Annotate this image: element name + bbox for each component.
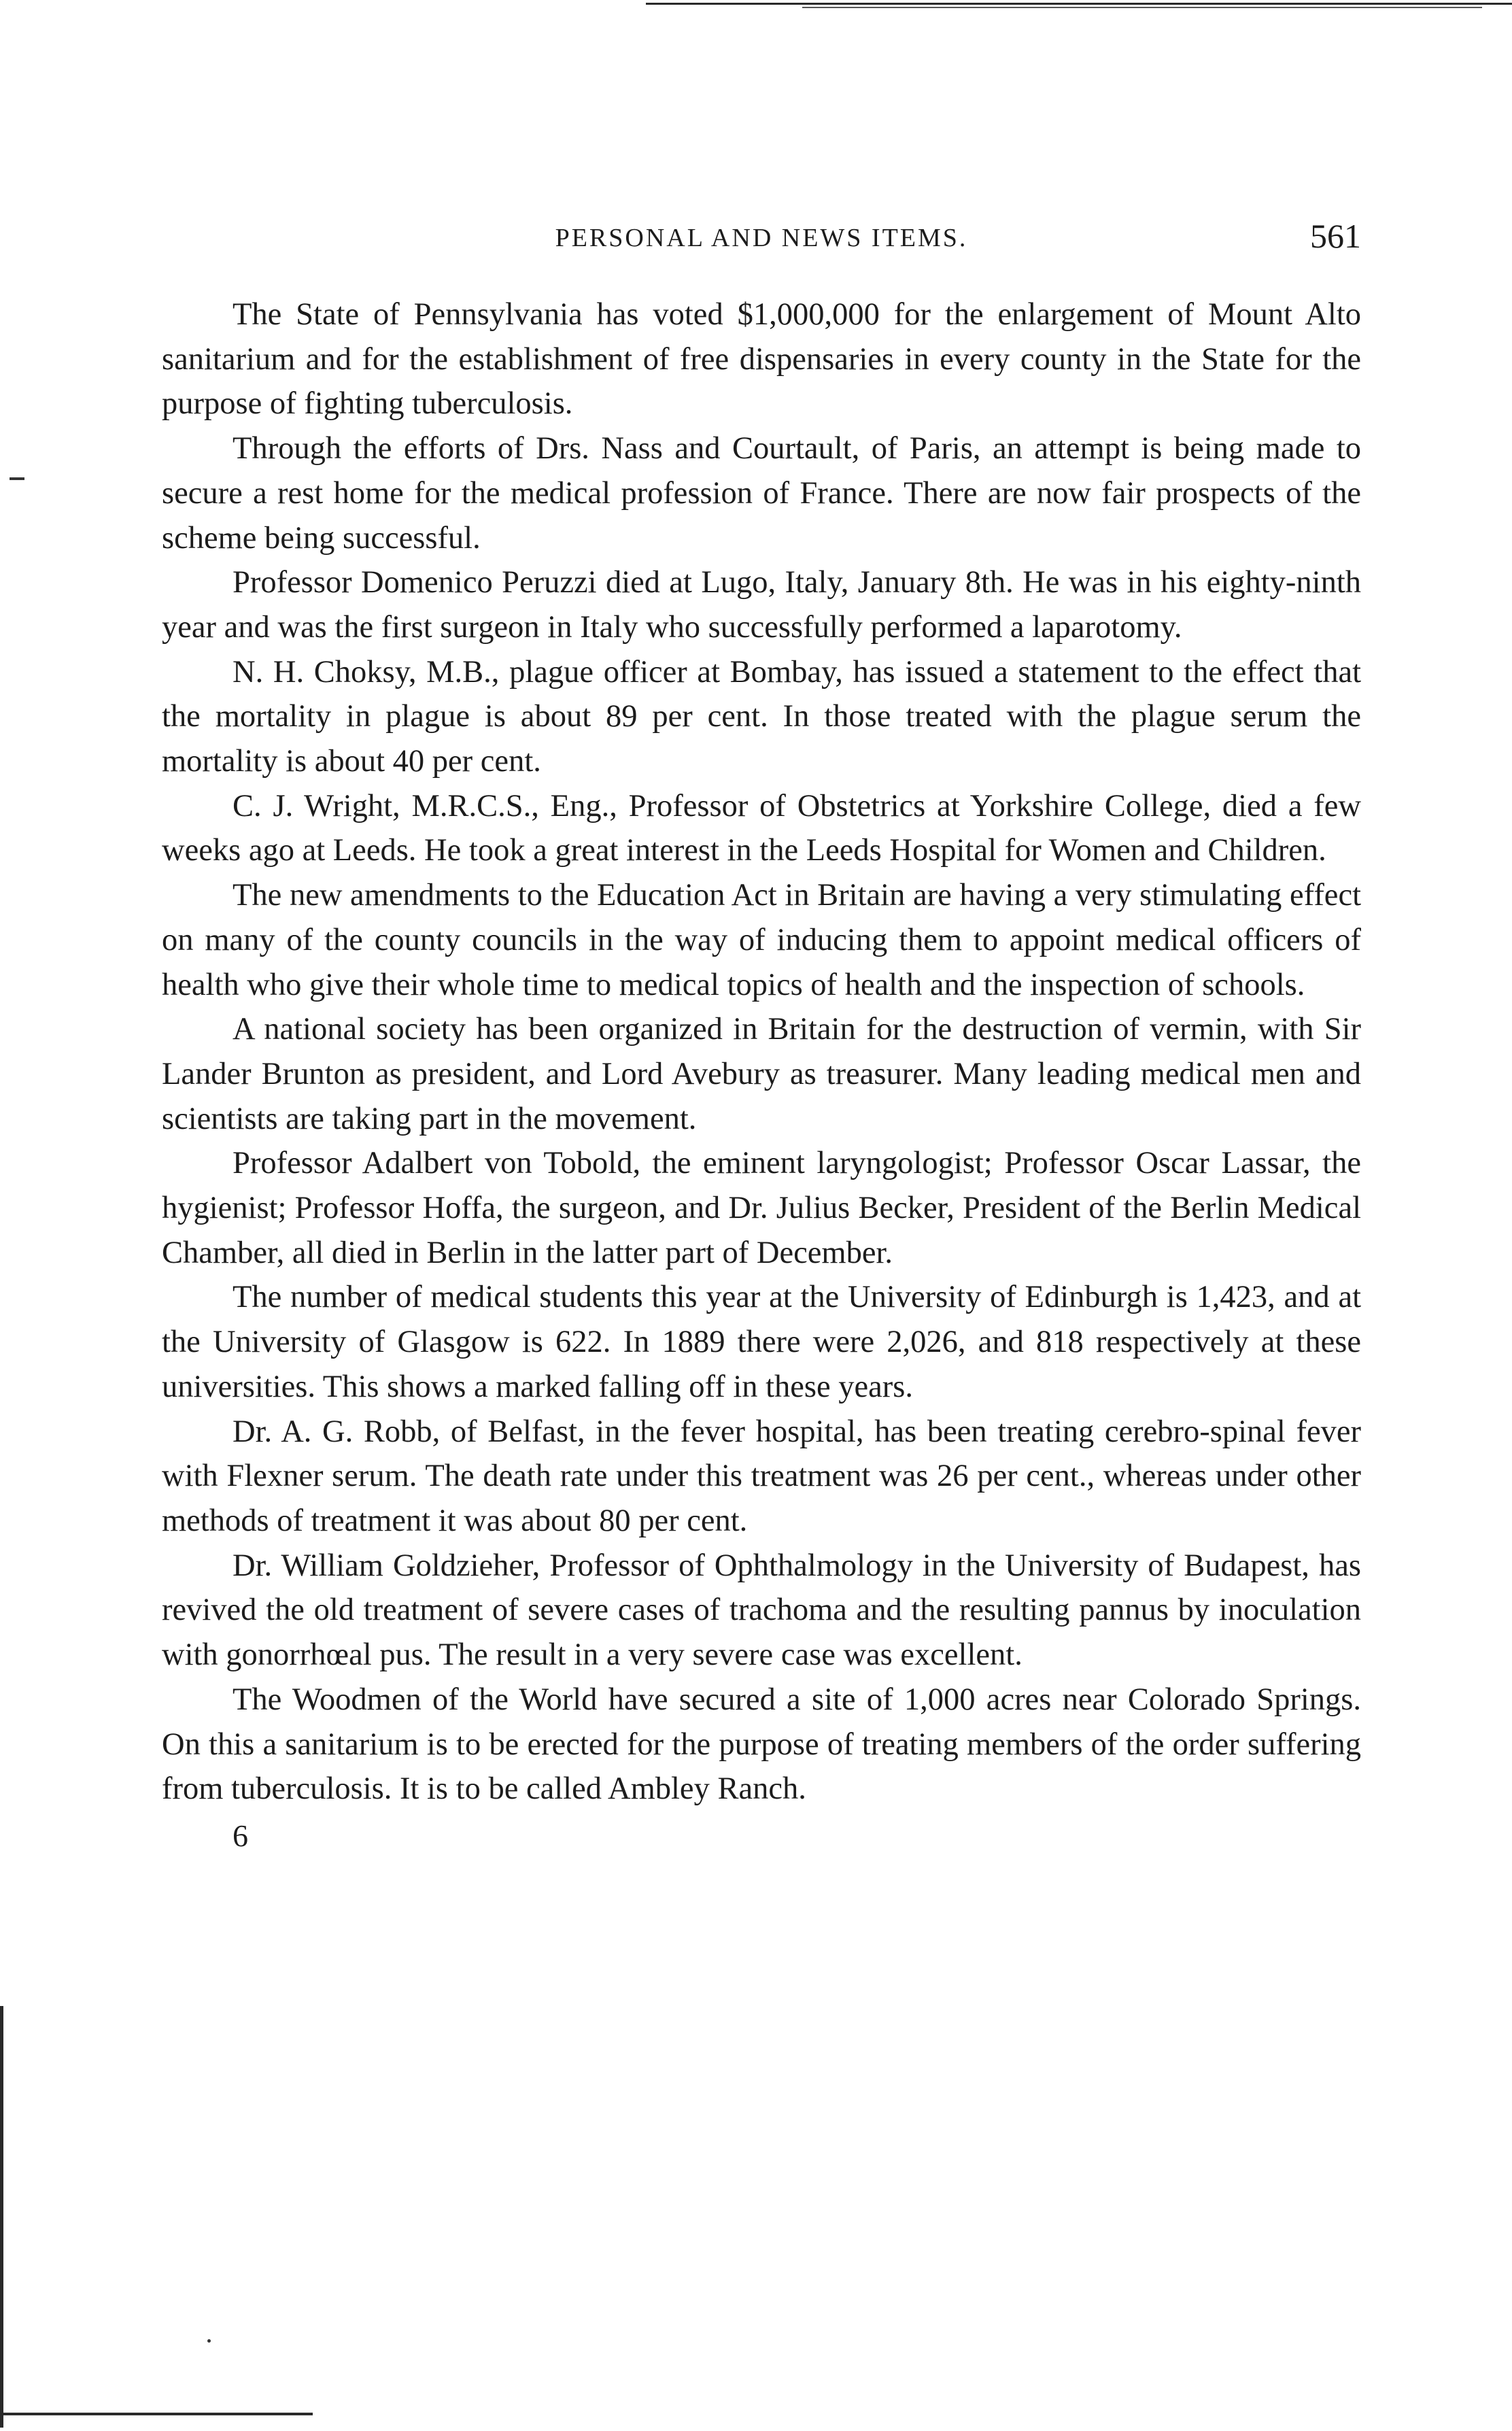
ink-speck — [207, 2339, 211, 2343]
news-item-paris-rest-home: Through the efforts of Drs. Nass and Courtault, of Paris, an attempt is being made to secure a rest home for the medical profession of France. There are now fair prospects of the scheme being successful. — [162, 431, 1361, 556]
news-item-wright: C. J. Wright, M.R.C.S., Eng., Professor of Obstetrics at Yorkshire College, died a few weeks ago at Leeds. He took a great interest in the Leeds Hospital for Women and Children. — [162, 788, 1361, 868]
page-content — [162, 216, 1361, 1860]
news-items — [162, 292, 1361, 1812]
news-item-pennsylvania: The State of Pennsylvania has voted $1,000,000 for the enlargement of Mount Alto sanitarium and for the establishment of free dispensaries in every county in the State for the purpose of fighting tuberculosis. — [162, 297, 1361, 422]
news-item-robb: Dr. A. G. Robb, of Belfast, in the fever hospital, has been treating cerebro-spinal fever with Flexner serum. The death rate under this treatment was 26 per cent., whereas under other methods of treatment it was about 80 per cent. — [162, 1414, 1361, 1538]
news-item-peruzzi: Professor Domenico Peruzzi died at Lugo, Italy, January 8th. He was in his eighty-ninth year and was the first surgeon in Italy who successfully performed a laparotomy. — [162, 565, 1361, 645]
page-number: 561 — [1310, 217, 1361, 255]
news-item-goldzieher: Dr. William Goldzieher, Professor of Ophthalmology in the University of Budapest, has revived the old treatment of severe cases of trachoma and the resulting pannus by inoculation with gonorrhœal pus. The result in a very severe case was excellent. — [162, 1548, 1361, 1673]
news-item-woodmen: The Woodmen of the World have secured a site of 1,000 acres near Colorado Springs. On this a sanitarium is to be erected for the purpose of treating members of the order suffering from tuberculosis. It is to be called Ambley Ranch. — [162, 1682, 1361, 1807]
binding-edge — [0, 2006, 3, 2428]
margin-mark — [10, 477, 24, 480]
bottom-edge-rule — [0, 2413, 313, 2415]
news-item-student-numbers: The number of medical students this year at the University of Edinburgh is 1,423, and at the University of Glasgow is 622. In 1889 there were 2,026, and 818 respectively at these universities. This shows a marked falling off in these years. — [162, 1280, 1361, 1404]
top-edge-rule-secondary — [802, 7, 1482, 8]
news-item-choksy: N. H. Choksy, M.B., plague officer at Bombay, has issued a statement to the effect that the mortality in plague is about 89 per cent. In those treated with the plague serum the mortality is about 40 per cent. — [162, 654, 1361, 779]
news-item-education-act: The new amendments to the Education Act in Britain are having a very stimulating effect on many of the county councils in the way of inducing them to appoint medical officers of health who give their whole time to medical topics of health and the inspection of schools. — [162, 878, 1361, 1002]
top-edge-rule — [646, 3, 1512, 5]
news-item-berlin-deaths: Professor Adalbert von Tobold, the eminent laryngologist; Professor Oscar Lassar, the hygienist; Professor Hoffa, the surgeon, and Dr. Julius Becker, President of the Berlin Medical Chamber, all died in Berlin in the latter part of December. — [162, 1146, 1361, 1270]
signature-mark: 6 — [233, 1818, 248, 1853]
news-item-vermin-society: A national society has been organized in Britain for the destruction of vermin, with Sir Lander Brunton as president, and Lord Avebury as treasurer. Many leading medical men and scientists are taking part in the movement. — [162, 1012, 1361, 1136]
running-title: PERSONAL AND NEWS ITEMS. — [555, 224, 968, 252]
running-head — [162, 216, 1361, 264]
